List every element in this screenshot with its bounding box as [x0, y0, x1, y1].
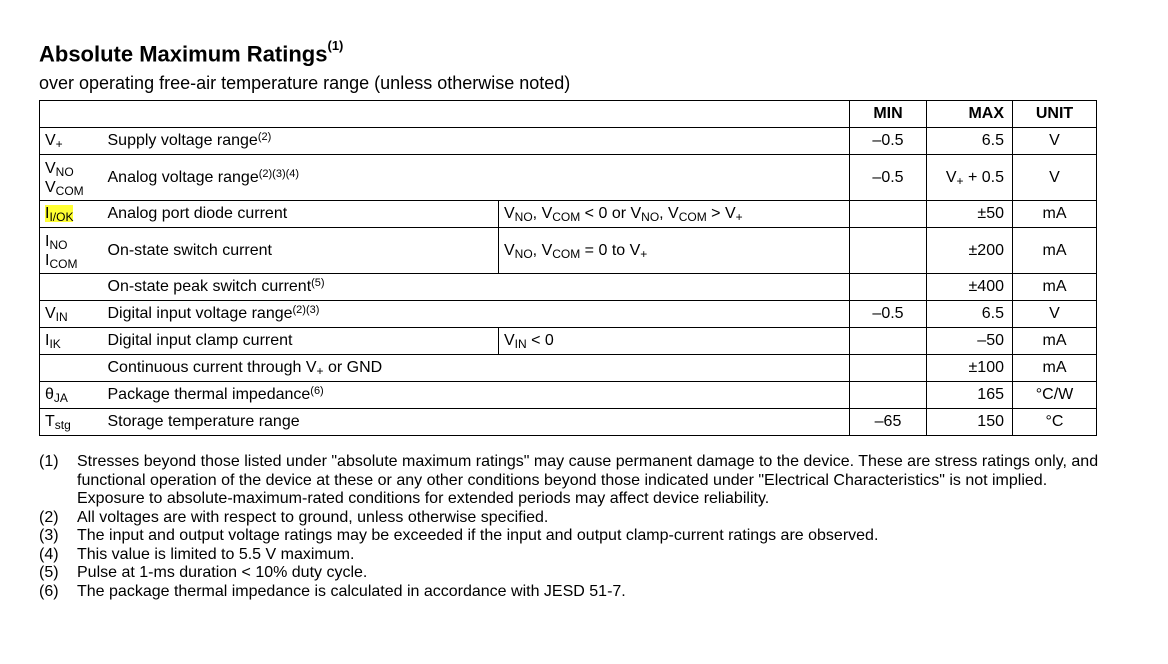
parameter-cell: Analog port diode current: [103, 201, 499, 228]
footnotes: [39, 453, 1099, 601]
parameter-cell: On-state peak switch current$^{(5)}$: [103, 274, 850, 301]
footnote-item: (3) The input and output voltage ratings may be exceeded if the input and output clamp-current ratings are observed.: [39, 527, 879, 544]
table-row: [40, 155, 1097, 201]
min-cell: [850, 328, 927, 355]
footnote-item: (1) Stresses beyond those listed under "absolute maximum ratings" may cause permanent damage to the device. These are stress ratings only, and functional operation of the device at these or any other conditions beyond those indicated under "Electrical Characteristics" is not implied. Exposure to absolute-maximum-rated conditions for extended periods may affect device reliability.: [39, 453, 1099, 507]
max-cell: 165: [927, 382, 1013, 409]
symbol-cell: [40, 274, 103, 301]
condition-cell: $V_{NO}$, $V_{COM} < 0$ or $V_{NO}$, $V_{COM} > V_+$: [499, 201, 850, 228]
min-cell: [850, 355, 927, 382]
min-cell: –0.5: [850, 155, 927, 201]
ratings-table: [39, 100, 1097, 436]
condition-cell: $V_{NO}$, $V_{COM} = 0$ to $V_+$: [499, 228, 850, 274]
unit-cell: V: [1013, 301, 1097, 328]
min-cell: [850, 228, 927, 274]
page-title: Absolute Maximum Ratings$^{(1)}$: [39, 38, 344, 67]
footnote-item: (5) Pulse at 1-ms duration < 10% duty cycle.: [39, 564, 368, 581]
parameter-cell: Continuous current through $V_+$ or GND: [103, 355, 850, 382]
symbol-cell: $V_{NO}$ $V_{COM}$: [40, 155, 103, 201]
min-cell: –0.5: [850, 301, 927, 328]
max-cell: 6.5: [927, 128, 1013, 155]
parameter-cell: On-state switch current: [103, 228, 499, 274]
header-max: MAX: [927, 101, 1013, 128]
symbol-cell: $I_{IK}$: [40, 328, 103, 355]
table-row: [40, 201, 1097, 228]
page-subtitle: over operating free-air temperature range (unless otherwise noted): [39, 73, 571, 94]
unit-cell: V: [1013, 128, 1097, 155]
highlighted-symbol: $I_{I/OK}$: [45, 205, 74, 224]
table-row: [40, 228, 1097, 274]
max-cell: ±400: [927, 274, 1013, 301]
title-footnote: (1): [327, 38, 344, 53]
max-cell: –50: [927, 328, 1013, 355]
max-cell: 6.5: [927, 301, 1013, 328]
unit-cell: mA: [1013, 201, 1097, 228]
max-cell: $V_+ + 0.5$: [927, 155, 1013, 201]
min-cell: –0.5: [850, 128, 927, 155]
symbol-cell: $V_+$: [40, 128, 103, 155]
table-row: [40, 128, 1097, 155]
parameter-cell: Digital input voltage range$^{(2)(3)}$: [103, 301, 850, 328]
unit-cell: °C: [1013, 409, 1097, 436]
max-cell: 150: [927, 409, 1013, 436]
document: [39, 34, 1099, 600]
symbol-cell: $V_{IN}$: [40, 301, 103, 328]
unit-cell: V: [1013, 155, 1097, 201]
parameter-cell: Supply voltage range$^{(2)}$: [103, 128, 850, 155]
table-row: [40, 409, 1097, 436]
symbol-cell: [40, 355, 103, 382]
min-cell: –65: [850, 409, 927, 436]
symbol-cell: $\theta_{JA}$: [40, 382, 103, 409]
table-row: [40, 355, 1097, 382]
footnote-item: (4) This value is limited to 5.5 V maximum.: [39, 545, 355, 563]
parameter-cell: Analog voltage range$^{(2)(3)(4)}$: [103, 155, 850, 201]
parameter-cell: Storage temperature range: [103, 409, 850, 436]
table-header-row: [40, 101, 1097, 128]
table-row: [40, 301, 1097, 328]
min-cell: [850, 274, 927, 301]
symbol-cell: [40, 201, 103, 228]
unit-cell: mA: [1013, 274, 1097, 301]
unit-cell: mA: [1013, 328, 1097, 355]
table-row: [40, 274, 1097, 301]
table-row: [40, 382, 1097, 409]
header-min: MIN: [850, 101, 927, 128]
unit-cell: mA: [1013, 355, 1097, 382]
parameter-cell: Digital input clamp current: [103, 328, 499, 355]
footnote-item: (2) All voltages are with respect to ground, unless otherwise specified.: [39, 508, 549, 526]
min-cell: [850, 201, 927, 228]
condition-cell: $V_{IN} < 0$: [499, 328, 850, 355]
min-cell: [850, 382, 927, 409]
max-cell: ±50: [927, 201, 1013, 228]
max-cell: ±200: [927, 228, 1013, 274]
table-row: [40, 328, 1097, 355]
unit-cell: °C/W: [1013, 382, 1097, 409]
unit-cell: mA: [1013, 228, 1097, 274]
symbol-cell: $I_{NO}$ $I_{COM}$: [40, 228, 103, 274]
max-cell: ±100: [927, 355, 1013, 382]
symbol-cell: $T_{stg}$: [40, 409, 103, 436]
parameter-cell: Package thermal impedance$^{(6)}$: [103, 382, 850, 409]
header-unit: UNIT: [1013, 101, 1097, 128]
footnote-item: (6) The package thermal impedance is calculated in accordance with JESD 51-7.: [39, 582, 626, 600]
